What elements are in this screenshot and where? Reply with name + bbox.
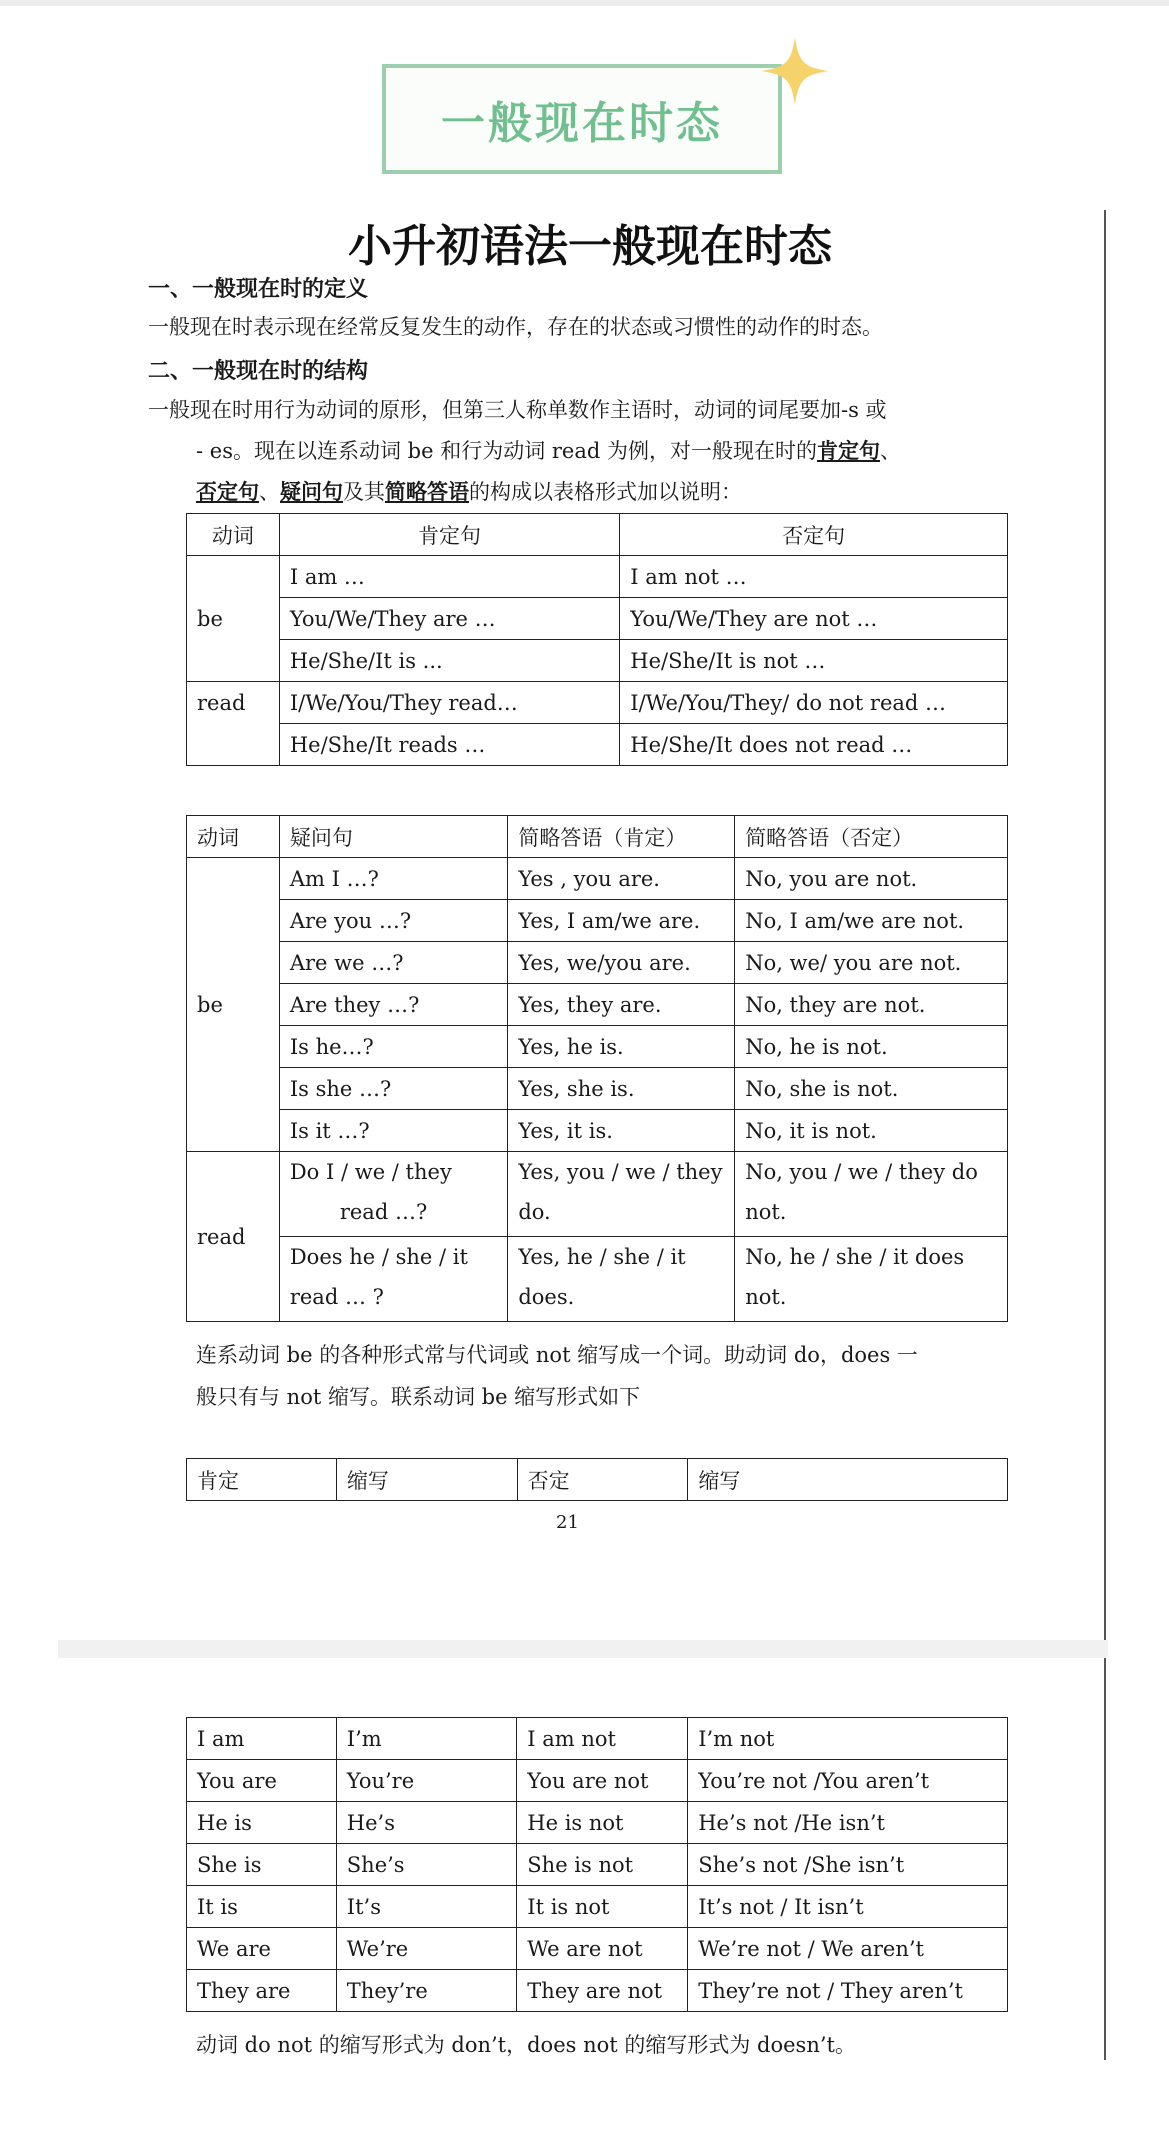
question-cell: Are we …? bbox=[279, 942, 508, 984]
no-cell: No, it is not. bbox=[735, 1110, 1008, 1152]
keyword-affirmative: 肯定句 bbox=[816, 438, 880, 463]
yes-cell: Yes , you are. bbox=[508, 858, 735, 900]
contraction-cell: He’s bbox=[336, 1802, 517, 1844]
yes-cell: Yes, we/you are. bbox=[508, 942, 735, 984]
section-2-line-2 bbox=[196, 436, 901, 466]
affirmative-cell: We are bbox=[187, 1928, 337, 1970]
header-contraction: 缩写 bbox=[688, 1459, 1008, 1501]
negative-contraction-cell: She’s not /She isn’t bbox=[688, 1844, 1008, 1886]
yes-cell: Yes, he is. bbox=[508, 1026, 735, 1068]
negative-cell: You/We/They are not … bbox=[620, 598, 1008, 640]
verb-read-cell: read bbox=[187, 682, 280, 766]
question-cell bbox=[279, 1237, 508, 1322]
table-row bbox=[187, 858, 1008, 900]
table-row bbox=[187, 942, 1008, 984]
table-row bbox=[187, 1068, 1008, 1110]
table-row bbox=[187, 598, 1008, 640]
question-line: read … ? bbox=[289, 1285, 384, 1309]
contraction-cell: You’re bbox=[336, 1760, 517, 1802]
page-number: 21 bbox=[556, 1512, 579, 1533]
table-row bbox=[187, 1760, 1008, 1802]
page-gap bbox=[58, 1640, 1108, 1658]
document-title: 小升初语法一般现在时态 bbox=[348, 221, 832, 272]
negative-cell: He is not bbox=[517, 1802, 688, 1844]
table-row bbox=[187, 1110, 1008, 1152]
no-cell: No, you are not. bbox=[735, 858, 1008, 900]
keyword-question: 疑问句 bbox=[280, 479, 343, 504]
question-cell: Is she …? bbox=[279, 1068, 508, 1110]
table-row bbox=[187, 1928, 1008, 1970]
affirmative-cell: He is bbox=[187, 1802, 337, 1844]
table-row bbox=[187, 1970, 1008, 2012]
negative-cell: It is not bbox=[517, 1886, 688, 1928]
section-1-text: 一般现在时表示现在经常反复发生的动作，存在的状态或习惯性的动作的时态。 bbox=[148, 315, 883, 339]
negative-cell: He/She/It does not read … bbox=[620, 724, 1008, 766]
negative-cell: She is not bbox=[517, 1844, 688, 1886]
table-row bbox=[187, 1844, 1008, 1886]
question-cell: Am I …? bbox=[279, 858, 508, 900]
contraction-cell: We’re bbox=[336, 1928, 517, 1970]
sparkle-icon bbox=[758, 34, 832, 108]
table-row bbox=[187, 1152, 1008, 1237]
affirmative-cell: She is bbox=[187, 1844, 337, 1886]
header-affirmative: 肯定 bbox=[187, 1459, 337, 1501]
keyword-short-answer: 简略答语 bbox=[385, 479, 469, 504]
answer-line: not. bbox=[745, 1285, 787, 1309]
negative-cell: You are not bbox=[517, 1760, 688, 1802]
no-cell: No, he is not. bbox=[735, 1026, 1008, 1068]
negative-cell: They are not bbox=[517, 1970, 688, 2012]
answer-line: Yes, he / she / it bbox=[518, 1245, 686, 1269]
negative-cell: We are not bbox=[517, 1928, 688, 1970]
connector-text: 及其 bbox=[343, 480, 385, 504]
affirmative-negative-table bbox=[186, 513, 1008, 766]
affirmative-cell: They are bbox=[187, 1970, 337, 2012]
section-2-heading: 二、一般现在时的结构 bbox=[148, 359, 369, 384]
no-cell: No, she is not. bbox=[735, 1068, 1008, 1110]
header-negative: 否定句 bbox=[620, 514, 1008, 556]
note-2: 动词 do not 的缩写形式为 don’t，does not 的缩写形式为 doesn’t。 bbox=[196, 2033, 856, 2057]
answer-line: does. bbox=[518, 1285, 575, 1309]
no-cell: No, they are not. bbox=[735, 984, 1008, 1026]
affirmative-cell: I/We/You/They read… bbox=[279, 682, 619, 724]
table-row bbox=[187, 1026, 1008, 1068]
answer-line: do. bbox=[518, 1200, 551, 1224]
negative-cell: He/She/It is not … bbox=[620, 640, 1008, 682]
header-short-yes: 简略答语（肯定） bbox=[508, 816, 735, 858]
negative-contraction-cell: You’re not /You aren’t bbox=[688, 1760, 1008, 1802]
table-row bbox=[187, 984, 1008, 1026]
banner-title: 一般现在时态 bbox=[441, 98, 723, 149]
question-answer-table bbox=[186, 815, 1008, 1322]
yes-cell: Yes, it is. bbox=[508, 1110, 735, 1152]
note-1-line-2: 般只有与 not 缩写。联系动词 be 缩写形式如下 bbox=[196, 1385, 641, 1409]
title-banner bbox=[382, 64, 782, 174]
affirmative-cell: You/We/They are … bbox=[279, 598, 619, 640]
contraction-table bbox=[186, 1717, 1008, 2012]
verb-be-cell: be bbox=[187, 858, 280, 1152]
header-contraction: 缩写 bbox=[336, 1459, 517, 1501]
negative-contraction-cell: I’m not bbox=[688, 1718, 1008, 1760]
table-header-row bbox=[187, 1459, 1008, 1501]
no-cell: No, I am/we are not. bbox=[735, 900, 1008, 942]
no-cell bbox=[735, 1152, 1008, 1237]
section-2-line-3 bbox=[196, 477, 742, 507]
table-row bbox=[187, 900, 1008, 942]
section-2-line-1: 一般现在时用行为动词的原形，但第三人称单数作主语时，动词的词尾要加-s 或 bbox=[148, 398, 887, 422]
section-2-tail-text: 的构成以表格形式加以说明： bbox=[469, 480, 742, 504]
separator: 、 bbox=[259, 480, 280, 504]
verb-read-cell: read bbox=[187, 1152, 280, 1322]
negative-cell: I am not bbox=[517, 1718, 688, 1760]
answer-line: No, you / we / they do bbox=[745, 1160, 978, 1184]
affirmative-cell: I am bbox=[187, 1718, 337, 1760]
question-cell bbox=[279, 1152, 508, 1237]
note-1-line-1: 连系动词 be 的各种形式常与代词或 not 缩写成一个词。助动词 do，does 一 bbox=[196, 1343, 918, 1367]
contraction-cell: I’m bbox=[336, 1718, 517, 1760]
table-row bbox=[187, 1886, 1008, 1928]
negative-contraction-cell: He’s not /He isn’t bbox=[688, 1802, 1008, 1844]
yes-cell bbox=[508, 1152, 735, 1237]
question-cell: Are you …? bbox=[279, 900, 508, 942]
question-line: Do I / we / they bbox=[289, 1160, 452, 1184]
affirmative-cell: He/She/It is ... bbox=[279, 640, 619, 682]
section-2-line-2-text: - es。现在以连系动词 be 和行为动词 read 为例，对一般现在时的 bbox=[196, 439, 817, 463]
no-cell bbox=[735, 1237, 1008, 1322]
contraction-cell: They’re bbox=[336, 1970, 517, 2012]
section-1-heading: 一、一般现在时的定义 bbox=[148, 277, 369, 302]
header-affirmative: 肯定句 bbox=[279, 514, 619, 556]
yes-cell: Yes, I am/we are. bbox=[508, 900, 735, 942]
contraction-cell: She’s bbox=[336, 1844, 517, 1886]
header-negative: 否定 bbox=[517, 1459, 688, 1501]
negative-contraction-cell: We’re not / We aren’t bbox=[688, 1928, 1008, 1970]
answer-line: No, he / she / it does bbox=[745, 1245, 965, 1269]
table-header-row bbox=[187, 816, 1008, 858]
table-row bbox=[187, 556, 1008, 598]
affirmative-cell: He/She/It reads … bbox=[279, 724, 619, 766]
contraction-table-header bbox=[186, 1458, 1008, 1501]
answer-line: Yes, you / we / they bbox=[518, 1160, 723, 1184]
affirmative-cell: It is bbox=[187, 1886, 337, 1928]
answer-line: not. bbox=[745, 1200, 787, 1224]
header-verb: 动词 bbox=[187, 816, 280, 858]
yes-cell bbox=[508, 1237, 735, 1322]
header-verb: 动词 bbox=[187, 514, 280, 556]
negative-cell: I/We/You/They/ do not read … bbox=[620, 682, 1008, 724]
table-row bbox=[187, 1802, 1008, 1844]
table-row bbox=[187, 1237, 1008, 1322]
keyword-negative: 否定句 bbox=[196, 479, 259, 504]
no-cell: No, we/ you are not. bbox=[735, 942, 1008, 984]
affirmative-cell: I am … bbox=[279, 556, 619, 598]
verb-be-cell: be bbox=[187, 556, 280, 682]
page-edge-rule bbox=[1104, 210, 1106, 2060]
negative-contraction-cell: It’s not / It isn’t bbox=[688, 1886, 1008, 1928]
question-line: read …? bbox=[339, 1200, 428, 1224]
top-divider bbox=[0, 0, 1169, 6]
header-short-no: 简略答语（否定） bbox=[735, 816, 1008, 858]
table-row bbox=[187, 682, 1008, 724]
contraction-cell: It’s bbox=[336, 1886, 517, 1928]
negative-cell: I am not … bbox=[620, 556, 1008, 598]
yes-cell: Yes, they are. bbox=[508, 984, 735, 1026]
table-header-row bbox=[187, 514, 1008, 556]
table-row bbox=[187, 724, 1008, 766]
negative-contraction-cell: They’re not / They aren’t bbox=[688, 1970, 1008, 2012]
question-cell: Is he…? bbox=[279, 1026, 508, 1068]
question-line: Does he / she / it bbox=[289, 1245, 468, 1269]
affirmative-cell: You are bbox=[187, 1760, 337, 1802]
question-cell: Is it …? bbox=[279, 1110, 508, 1152]
table-row bbox=[187, 1718, 1008, 1760]
yes-cell: Yes, she is. bbox=[508, 1068, 735, 1110]
header-question: 疑问句 bbox=[279, 816, 508, 858]
question-cell: Are they …? bbox=[279, 984, 508, 1026]
separator: 、 bbox=[879, 439, 901, 463]
table-row bbox=[187, 640, 1008, 682]
